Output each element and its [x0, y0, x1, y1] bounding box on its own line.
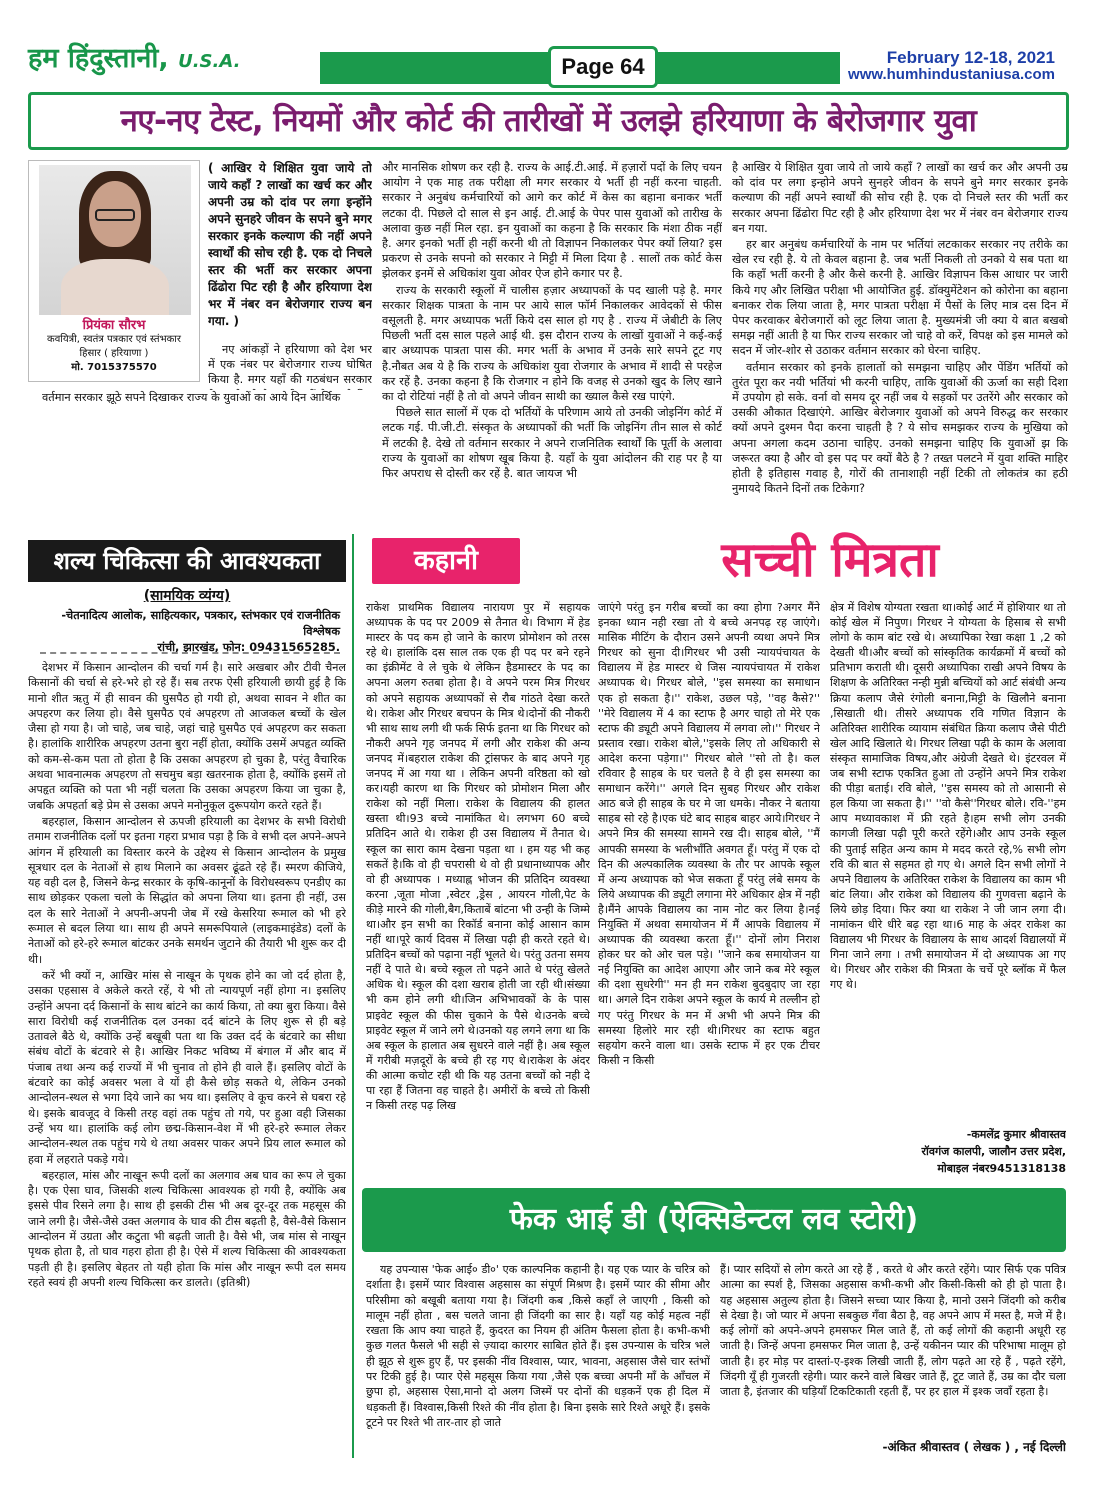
story-col2: [598, 600, 820, 1178]
article-col3: [732, 160, 1068, 526]
satire-para-4: बहरहाल, मांस और नाखून रूपी दलों का अलगाव अब घाव का रूप ले चुका है। एक ऐसा घाव, जिसकी शल्य चिकित्सा आवश्यक हो गयी है, क्योंकि अब इससे पीव रिसने लगा है। साथ ही इसकी टीस भी अब दूर-दूर तक महसूस की जाने लगी है। जैसे-जैसे उक्त अलगाव के घाव की टीस बढ़ती है, वैसे-वैसे किसान आन्दोलन में उग्रता और कटुता भी बढ़ती जाती है। वैसे भी, जब मांस से नाखून पृथक होता है, तो घाव गहरा होता ही है। ऐसे में शल्य चिकित्सा की आवश्यकता पड़ती ही है। इसलिए बेहतर तो यही होता कि मांस और नाखून रूपी दल समय रहते स्वयं ही अपनी शल्य चिकित्सा कर डालते। (इतिश्री): [28, 1168, 346, 1289]
author-caption: [29, 319, 199, 375]
page-headline: नए-नए टेस्ट, नियमों और कोर्ट की तारीखों में उलझे हरियाणा के बेरोजगार युवा: [120, 103, 977, 139]
satire-title: शल्य चिकित्सा की आवश्यकता: [28, 540, 346, 582]
fake-col2: [720, 1262, 1066, 1438]
author-desc: कवयित्री, स्वतंत्र पत्रकार एवं स्तंभकार: [47, 334, 181, 345]
article-col2-p1: और मानसिक शोषण कर रही है. राज्य के आई.टी.आई. में हज़ारों पदों के लिए चयन आयोग ने एक माह तक परीक्षा ली मगर सरकार ये भर्ती ही नहीं करना चाहती. सरकार ने अनुबंध कर्मचारियों को आगे कर कोर्ट में केस का बहाना बनाकर भर्ती लटका दी. पिछले दो साल से इन आई. टी.आई के पेपर पास युवाओं को तारीख के अलावा कुछ नहीं मिल रहा. इन युवाओं का कहना है कि सरकार कि मंशा ठीक नहीं है. अगर इनको भर्ती ही नहीं करनी थी तो विज्ञापन निकालकर पेपर क्यों लिया? इस प्रकरण से उनके सपनो को सरकार ने मिट्टी में मिला दिया है . सालों तक कोर्ट केस झेलकर इनमें से अधिकांश युवा ओवर ऐज होने कगार पर है.: [382, 161, 722, 281]
fake-col1: [366, 1262, 710, 1458]
article-col3-p2: हर बार अनुबंध कर्मचारियों के नाम पर भर्तियां लटकाकर सरकार नए तरीके का खेल रच रही है. ये तो केवल बहाना है. जब भर्ती निकली तो उनको ये सब पता था कि कहाँ भर्ती करनी है और कैसे करनी है. आखिर विज्ञापन किस आधार पर जारी किये गए और लिखित परीक्षा भी आयोजित हुई. डॉक्युमेंटेशन को कोरोना का बहाना बनाकर रोक लिया जाता है, मगर पात्रता परीक्षा में पैसों के लिए मात्र दस दिन में पेपर करवाकर बेरोजगारों को लूट लिया जाता है. मुख्यमंत्री जी क्या ये बात बखबो समझ नहीं आती है या फिर राज्य सरकार जो चाहे वो करें, विपक्ष को इस मामले को सदन में जोर-शोर से उठाकर वर्तमान सरकार को घेरना चाहिए.: [732, 238, 1068, 358]
website-url: www.humhindustaniusa.com: [848, 66, 1055, 83]
satire-subtitle: (सामयिक व्यंग्य): [143, 588, 231, 604]
article-col3-p1: है आखिर ये शिक्षित युवा जाये तो जाये कहाँ ? लाखों का खर्च कर और अपनी उम्र को दांव पर लगा इन्होने अपने सुनहरे जीवन के सपने बुने मगर सरकार इनके कल्याण की नहीं अपने स्वार्थों की सोच रही है. एक दो निचले स्तर की भर्ती कर सरकार अपना ढिंढोरा पिट रही है और हरियाणा देश भर में नंबर वन बेरोजगार राज्य बन गया.: [732, 161, 1068, 235]
fake-col1-text: यह उपन्यास 'फेक आई० डी०' एक काल्पनिक कहानी है। यह एक प्यार के चरित्र को दर्शाता है। इसमें प्यार विश्वास अहसास का संपूर्ण मिश्रण है। इसमें प्यार की सीमा और परिसीमा को बखूबी बताया गया है। जिंदगी कब ,किसे कहाँ ले जाएगी , किसी को मालूम नहीं होता , बस चलते जाना ही जिंदगी का सार है। यहाँ यह कोई महत्व नहीं रखता कि आप क्या चाहते हैं, कुदरत का नियम ही अंतिम फैसला होता है। कभी-कभी कुछ गलत फैसले भी सही से ज़्यादा कारगर साबित होते हैं। इस उपन्यास के चरित्र भले ही झूठ से शुरू हुए हैं, पर इसकी नींव विश्वास, प्यार, भावना, अहसास जैसे चार स्तंभों पर टिकी हुई है। प्यार ऐसे महसूस किया गया ,जैसे एक बच्चा अपनी माँ के आँचल में छुपा हो, अहसास ऐसा,मानो दो अलग जिस्में पर दोनों की धड़कनें एक ही दिल में धड़कती हैं। विश्वास,किसी रिश्ते की नींव होता है। बिना इसके सारे रिश्ते अधूरे हैं। इसके टूटने पर रिश्ते भी तार-तार हो जाते: [366, 1263, 710, 1429]
article-col3-p3: वर्तमान सरकार को इनके हालातों को समझना चाहिए और पेंडिंग भर्तियों को तुरंत पूरा कर नयी भर्तियां भी करनी चाहिए, ताकि युवाओं की ऊर्जा का सही दिशा में उपयोग हो सके. वर्ना वो समय दूर नहीं जब ये सड़कों पर उतरेंगे और सरकार को उसकी औकात दिखाएंगे. आखिर बेरोजगार युवाओं को अपने विरुद्ध कर सरकार क्यों अपने दुश्मन पैदा करना चाहती है ? ये सोच समझकर राज्य के मुखिया को अपना अगला कदम उठाना चाहिए. उनको समझना चाहिए कि युवाओं झ कि जरूरत क्या है और वो इस पद पर क्यों बैठे है ? तख्त पलटने में युवा शक्ति माहिर होती है इतिहास गवाह है, गोरों की तानाशाही नहीं टिकी तो लोकतंत्र का हठी नुमायदे कितने दिनों तक टिकेगा?: [732, 360, 1068, 496]
article-para-start: [208, 342, 372, 390]
author-name: प्रियंका सौरभ: [82, 318, 146, 333]
story-col1-text: राकेश प्राथमिक विद्यालय नारायण पुर में सहायक अध्यापक के पद पर 2009 से तैनात थे। विभाग में हेड मास्टर के पद कम हो जाने के कारण प्रोमोशन को तरस रहे थे। हालांकि दस साल तक एक ही पद पर बने रहने का इंक्रीमेंट वे ले चुके थे लेकिन हैडमास्टर के पद का अपना अलग रुतबा होता है। वे अपने परम मित्र गिरधर को अपने सहायक अध्यापकों से रौब गांठते देखा करते थे। राकेश और गिरधर बचपन के मित्र थे।दोनों की नौकरी भी साथ साथ लगी थी फर्क सिर्फ इतना था कि गिरधर को नौकरी अपने गृह जनपद में लगी और राकेश की अन्य जनपद में।बहराल राकेश की ट्रांसफर के बाद अपने गृह जनपद में आ गया था । लेकिन अपनी वरिष्ठता को खो कर।यही कारण था कि गिरधर को प्रोमोशन मिला और राकेश को नहीं मिला। राकेश के विद्यालय की हालत खस्ता थी।93 बच्चे नामांकित थे। लगभग 60 बच्चे प्रतिदिन आते थे। राकेश ही उस विद्यालय में तैनात थे। स्कूल का सारा काम देखना पड़ता था । हम यह भी कह सकतें है।कि वो ही चपरासी थे वो ही प्रधानाध्यापक और वो ही अध्यापक । मध्याह्न भोजन की प्रतिदिन व्यवस्था करना ,जूता मोजा ,स्वेटर ,ड्रेस , आयरन गोली,पेट के कीड़े मारने की गोली,बैग,किताबें बांटना भी उन्ही के जिम्मे था।और इन सभी का रिकॉर्ड बनाना कोई आसान काम नहीं था।पूरे कार्य दिवस में लिखा पढ़ी ही करते रहते थे। प्रतिदिन बच्चों को पढ़ाना नहीं भूलते थे। परंतु उतना समय नहीं दे पाते थे। बच्चे स्कूल तो पढ़ने आते थे परंतु खेलते अधिक थे। स्कूल की दशा खराब होती जा रही थी।संख्या भी कम होने लगी थी।जिन अभिभावकों के के पास प्राइवेट स्कूल की फीस चुकाने के पैसे थे।उनके बच्चे प्राइवेट स्कूल में जाने लगे थे।उनको यह लगने लगा था कि अब स्कूल के हालात अब सुधरने वाले नहीं है। अब स्कूल में गरीबी मज़दूरों के बच्चे ही रह गए थे।राकेश के अंदर की आत्मा कचोट रही थी कि यह उतना बच्चों को नही दे पा रहा हैं जितना वह चाहते है। अमीरों के बच्चे तो किसी न किसी तरह पढ़ लिख: [366, 601, 590, 1113]
story-col1: [366, 600, 590, 1178]
satire-divider: [40, 652, 340, 654]
column-divider: [352, 534, 354, 1458]
story-author-phone: मोबाइल नंबर9451318138: [937, 1162, 1066, 1175]
fake-col2-text: हैं। प्यार सदियों से लोग करते आ रहे हैं , करते थे और करते रहेंगे। प्यार सिर्फ एक पवित्र आत्मा का स्पर्श है, जिसका अहसास कभी-कभी और किसी-किसी को ही हो पाता है। यह अहसास अतुल्य होता है। जिसने सच्चा प्यार किया है, मानो उसने जिंदगी को करीब से देखा है। जो प्यार में अपना सबकुछ गँवा बैठा है, वह अपने आप में मस्त है, मजे में है। कई लोगों को अपने-अपने हमसफर मिल जाते हैं, तो कई लोगों की कहानी अधूरी रह जाती है। जिन्हें अपना हमसफर मिल जाता है, उन्हें यकीनन प्यार की परिभाषा मालूम हो जाती है। हर मोड़ पर दास्तां-ए-इश्क लिखी जाती हैं, लोग पढ़ते आ रहे हैं , पढ़ते रहेंगे, जिंदगी यूँ ही गुजरती रहेगी। प्यार करने वाले बिखर जाते हैं, टूट जाते हैं, उम्र का दौर चला जाता है, इंतजार की घड़ियाँ टिकटिकाती रहती हैं, पर हर हाल में इश्क जवाँ रहता है।: [720, 1263, 1066, 1399]
story-title: सच्ची मित्रता: [721, 532, 939, 588]
satire-para-1: देशभर में किसान आन्दोलन की चर्चा गर्म है। सारे अखबार और टीवी चैनल किसानों की चर्चा से हरे-भरे हो रहे हैं। सब तरफ ऐसी हरियाली छायी हुई है कि मानो शीत ऋतु में ही सावन की घुसपैठ हो गयी हो, अथवा सावन ने शीत का अपहरण कर लिया हो। वैसे घुसपैठ एवं अपहरण तो आजकल बच्चों के खेल जैसा हो गया है। जो चाहे, जब चाहे, जहां चाहे घुसपैठ एवं अपहरण कर सकता है। हालांकि शारीरिक अपहरण उतना बुरा नहीं होता, क्योंकि उसमें अपहृत व्यक्ति को कम-से-कम पता तो होता है कि उसका अपहरण हो चुका है, परंतु वैचारिक अथवा भावनात्मक अपहरण तो सचमुच बड़ा खतरनाक होता है, क्योंकि इसमें तो अपहृत व्यक्ति को पता भी नहीं चलता कि उसका अपहरण किया जा चुका है, जबकि अपहर्ता बड़े प्रेम से उसका अपने मनोनुकूल दुरूपयोग करते रहते हैं।: [28, 661, 346, 812]
story-col3-text: क्षेत्र में विशेष योग्यता रखता था।कोई आर्ट में होशियार था तो कोई खेल में निपुण। गिरधर ने योग्यता के हिसाब से सभी लोगो के काम बांट रखे थे। अध्यापिका रेखा कक्षा 1 ,2 को देखती थी।और बच्चों को सांस्कृतिक कार्यक्रमों में बच्चों को प्रतिभाग कराती थी। दूसरी अध्यापिका राखी अपने विषय के शिक्षण के अतिरिक्त नन्ही मुन्नी बच्चियों को आर्ट संबंधी अन्य क्रिया कलाप जैसे रंगोली बनाना,मिट्टी के खिलौने बनाना ,सिखाती थी। तीसरे अध्यापक रवि गणित विज्ञान के अतिरिक्त शारीरिक व्यायाम संबंधित क्रिया कलाप जैसे पीटी खेल आदि खिलाते थे। गिरधर लिखा पढ़ी के काम के अलावा संस्कृत सामाजिक विषय,और अंग्रेजी देखते थे। इंटरवल में जब सभी स्टाफ एकत्रित हुआ तो उन्होंने अपने मित्र राकेश की पीड़ा बताई। रवि बोले, ''इस समस्य को तो आसानी से हल किया जा सकता है।'' ''वो कैसे''गिरधर बोले। रवि-''हम आप मध्यावकाश में फ्री रहते है।हम सभी लोग उनकी कागजी लिखा पढ़ी पूरी करते रहेंगे।और आप उनके स्कूल की पुताई सहित अन्य काम मे मदद करते रहे,% सभी लोग रवि की बात से सहमत हो गए थे। अगले दिन सभी लोगों ने अपने विद्यालय के अतिरिक्त राकेश के विद्यालय का काम भी बांट लिया। और राकेश को विद्यालय की गुणवत्ता बढ़ाने के लिये छोड़ दिया। फिर क्या था राकेश ने जी जान लगा दी।नामांकन धीरे धीरे बढ़ रहा था।6 माह के अंदर राकेश का विद्यालय भी गिरधर के विद्यालय के साथ आदर्श विद्यालयों में गिना जाने लगा । तभी समायोजन में दो अध्यापक आ गए थे। गिरधर और राकेश की मित्रता के चर्चे पूरे ब्लॉक में फैल गए थे।: [830, 601, 1066, 992]
story-signature: [830, 1126, 1066, 1180]
author-photo: [39, 165, 191, 315]
headline-box: [28, 92, 1069, 150]
satire-author-line2: रांची, झारखंड, फोन: 09431565285.: [157, 641, 340, 654]
satire-body: [28, 660, 346, 1452]
article-col1-bottom: [28, 390, 372, 526]
story-author-place: रॉवगंज कालपी, जालौन उत्तर प्रदेश,: [921, 1145, 1066, 1158]
author-phone: मो. 7015375570: [71, 362, 157, 373]
article-col2-p3: पिछले सात सालों में एक दो भर्तियों के परिणाम आये तो उनकी जोइनिंग कोर्ट में लटक गई. पी.जी.टी. संस्कृत के अध्यापकों की भर्ती कि जोइनिंग तीन साल से कोर्ट में लटकी है. देखे तो वर्तमान सरकार ने अपने राजनितिक स्वार्थों कि पूर्ती के अलावा राज्य के युवाओं का शोषण खूब किया है. यहाँ के युवा आंदोलन की राह पर है या फिर अपराध से दोस्ती कर रहें है. बात जायज भी: [382, 406, 722, 481]
satire-para-2: बहरहाल, किसान आन्दोलन से ऊपजी हरियाली का देशभर के सभी विरोधी तमाम राजनीतिक दलों पर इतना गहरा प्रभाव पड़ा है कि वे सभी दल अपने-अपने आंगन में हरियाली का विस्तार करने के उद्देश्य से किसान आन्दोलन के प्रमुख सूत्रधार दल के नेताओं से हाथ मिलाने का अवसर ढूंढते रहे हैं। स्मरण कीजिये, यह वही दल है, जिसने केन्द्र सरकार के कृषि-कानूनों के विरोधस्वरूप एनडीए का साथ छोड़कर एकला चलो के सिद्धांत को अपना लिया था। इतना ही नहीं, उस दल के सारे नेताओं ने अपनी-अपनी जेब में रखे केसरिया रूमाल को भी हरे रूमाल से बदल लिया था। साथ ही अपने समरूपियाले (लाइकमाइंडेड) दलों के नेताओं को हरे-हरे रूमाल बांटकर उनके समर्थन जुटाने की तैयारी भी शुरू कर दी थी।: [28, 814, 346, 966]
article-para-1: नए आंकड़ों ने हरियाणा को देश भर में एक नंबर पर बेरोजगार राज्य घोषित किया है. मगर यहाँ की गठबंधन सरकार: [208, 343, 372, 387]
article-col2-p2: राज्य के सरकारी स्कूलों में चालीस हज़ार अध्यापकों के पद खाली पड़े है. मगर सरकार शिक्षक पात्रता के नाम पर आये साल फॉर्म निकालकर आवेदकों से फीस वसूलती है. मगर अध्यापक भर्ती किये दस साल हो गए है . राज्य में जेबीटी के लिए पिछली भर्ती दस साल पहले आई थी. इस दौरान राज्य के लाखों युवाओं ने कई-कई बार अध्यापक पात्रता पास की. मगर भर्ती के अभाव में उनके सारे सपने टूट गए है.नौबत अब ये है कि राज्य के अधिकांश युवा रोजगार के अभाव में शादी से परहेज कर रहें है. उनका कहना है कि रोजगार न होने कि वजह से उनको खुद के लिए खाने का दो रोटियां नहीं है तो वो अपने जीवन साथी का ख्याल कैसे रख पाएंगे.: [382, 283, 722, 404]
story-col3: [830, 600, 1066, 1124]
story-col2-text: जाएंगे परंतु इन गरीब बच्चों का क्या होगा ?अगर मैंने इनका ध्यान नही रखा तो ये बच्चे अनपढ़ रह जाएंगे। मासिक मीटिंग के दौरान उसने अपनी व्यथा अपने मित्र गिरधर को सुना दी।गिरधर भी उसी न्यायपंचायत के विद्यालय में हेड मास्टर थे जिस न्यायपंचायत में राकेश अध्यापक थे। गिरधर बोले, ''इस समस्या का समाधान एक हो सकता है।'' राकेश, उछल पड़े, ''वह कैसे?'' ''मेरे विद्यालय में 4 का स्टाफ है अगर चाहो तो मेरे एक स्टाफ की ड्यूटी अपने विद्यालय में लगवा लो।'' गिरधर ने प्रस्ताव रखा। राकेश बोले,''इसके लिए तो अधिकारी से आदेश करना पड़ेगा।'' गिरधर बोले ''सो तो है। कल रविवार है साहब के घर चलते है वे ही इस समस्या का समाधान करेंगे।'' अगले दिन सुबह गिरधर और राकेश आठ बजे ही साहब के घर मे जा धमके। नौकर ने बताया साहब सो रहे है।एक घंटे बाद साहब बाहर आये।गिरधर ने अपने मित्र की समस्या सामने रख दी। साहब बोले, ''मैं आपकी समस्या के भलीभाँति अवगत हूँ। परंतु में एक दो दिन की अल्पकालिक व्यवस्था के तौर पर आपके स्कूल में अन्य अध्यापक को भेज सकता हूँ परंतु लंबे समय के लिये अध्यापक की ड्यूटी लगाना मेरे अधिकार क्षेत्र में नही है।मैंने आपके विद्यालय का नाम नोट कर लिया है।नई नियुक्ति में अथवा समायोजन में मैं आपके विद्यालय में अध्यापक की व्यवस्था करता हूँ।'' दोनों लोग निराश होकर घर को ओर चल पड़े। ''जाने कब समायोजन या नई नियुक्ति का आदेश आएगा और जाने कब मेरे स्कूल की दशा सुधरेगी'' मन ही मन राकेश बुदबुदाए जा रहा था। अगले दिन राकेश अपने स्कूल के कार्य मे तल्लीन हो गए परंतु गिरधर के मन में अभी भी अपने मित्र की समस्या हिलोरे मार रही थी।गिरधर का स्टाफ बहुत सहयोग करने वाला था। उसके स्टाफ में हर एक टीचर किसी न किसी: [598, 601, 820, 1067]
author-place: हिसार ( हरियाणा ): [79, 348, 149, 359]
page-number: Page 64: [548, 46, 658, 88]
masthead: [0, 0, 1095, 84]
newspaper-logo: हम हिंदुस्तानी, U.S.A.: [28, 43, 241, 74]
satire-author-line1: -चेतनादित्य आलोक, साहित्यकार, पत्रकार, स्तंभकार एवं राजनीतिक विश्लेषक: [61, 609, 340, 638]
author-photo-box: [28, 160, 200, 382]
article-para-2: वर्तमान सरकार झूठे सपने दिखाकर राज्य के युवाओं का आये दिन आर्थिक: [42, 391, 341, 404]
article-intro: ( आखिर ये शिक्षित युवा जाये तो जाये कहाँ ? लाखों का खर्च कर और अपनी उम्र को दांव पर लगा इन्होंने अपने सुनहरे जीवन के सपने बुने मगर सरकार इनके कल्याण की नहीं अपने स्वार्थों की सोच रही है. एक दो निचले स्तर की भर्ती कर सरकार अपना ढिंढोरा पिट रही है और हरियाणा देश भर में नंबर वन बेरोजगार राज्य बन गया. ): [208, 161, 372, 328]
fake-id-title: फेक आई डी (ऐक्सिडेन्टल लव स्टोरी): [509, 1202, 919, 1237]
satire-para-3: करें भी क्यों न, आखिर मांस से नाखून के पृथक होने का जो दर्द होता है, उसका एहसास वे अकेले करते रहें, ये भी तो न्यायपूर्ण नहीं होगा न। इसलिए उन्होंने अपना दर्द किसानों के साथ बांटने का कार्य किया, तो क्या बुरा किया। वैसे सारा विरोधी कई राजनीतिक दल उनका दर्द बांटने के लिए शुरू से ही बड़े उतावले बैठे थे, क्योंकि उन्हें बखूबी पता था कि उक्त दर्द के बंटवारे का सीधा संबंध वोटों के बंटवारे से है। आखिर निकट भविष्य में बंगाल में और बाद में पंजाब तथा अन्य कई राज्यों में भी चुनाव तो होने ही वाले हैं। इसलिए वोटों के बंटवारे का कोई अवसर भला वे यों ही कैसे छोड़ सकते थे, लेकिन उनको आन्दोलन-स्थल से भगा दिये जाने का भय था। इसलिए वे कूच करने से घबरा रहे थे। इसके बावजूद वे किसी तरह वहां तक पहुंच तो गये, पर हुआ वही जिसका उन्हें भय था। हालांकि कई लोग छद्म-किसान-वेश में भी हरे-हरे रूमाल लेकर आन्दोलन-स्थल तक पहुंच गये थे तथा अवसर पाकर अपने प्रिय लाल रूमाल को हवा में लहराते पकड़े गये।: [28, 968, 346, 1166]
issue-date: February 12-18, 2021: [886, 48, 1055, 67]
story-author: -कमलेंद्र कुमार श्रीवास्तव: [966, 1128, 1066, 1141]
story-tag: कहानी: [372, 538, 520, 584]
satire-author: [40, 608, 340, 656]
fake-signature: -अंकित श्रीवास्तव ( लेखक ) , नई दिल्ली: [882, 1440, 1066, 1454]
article-col2: [382, 160, 722, 526]
